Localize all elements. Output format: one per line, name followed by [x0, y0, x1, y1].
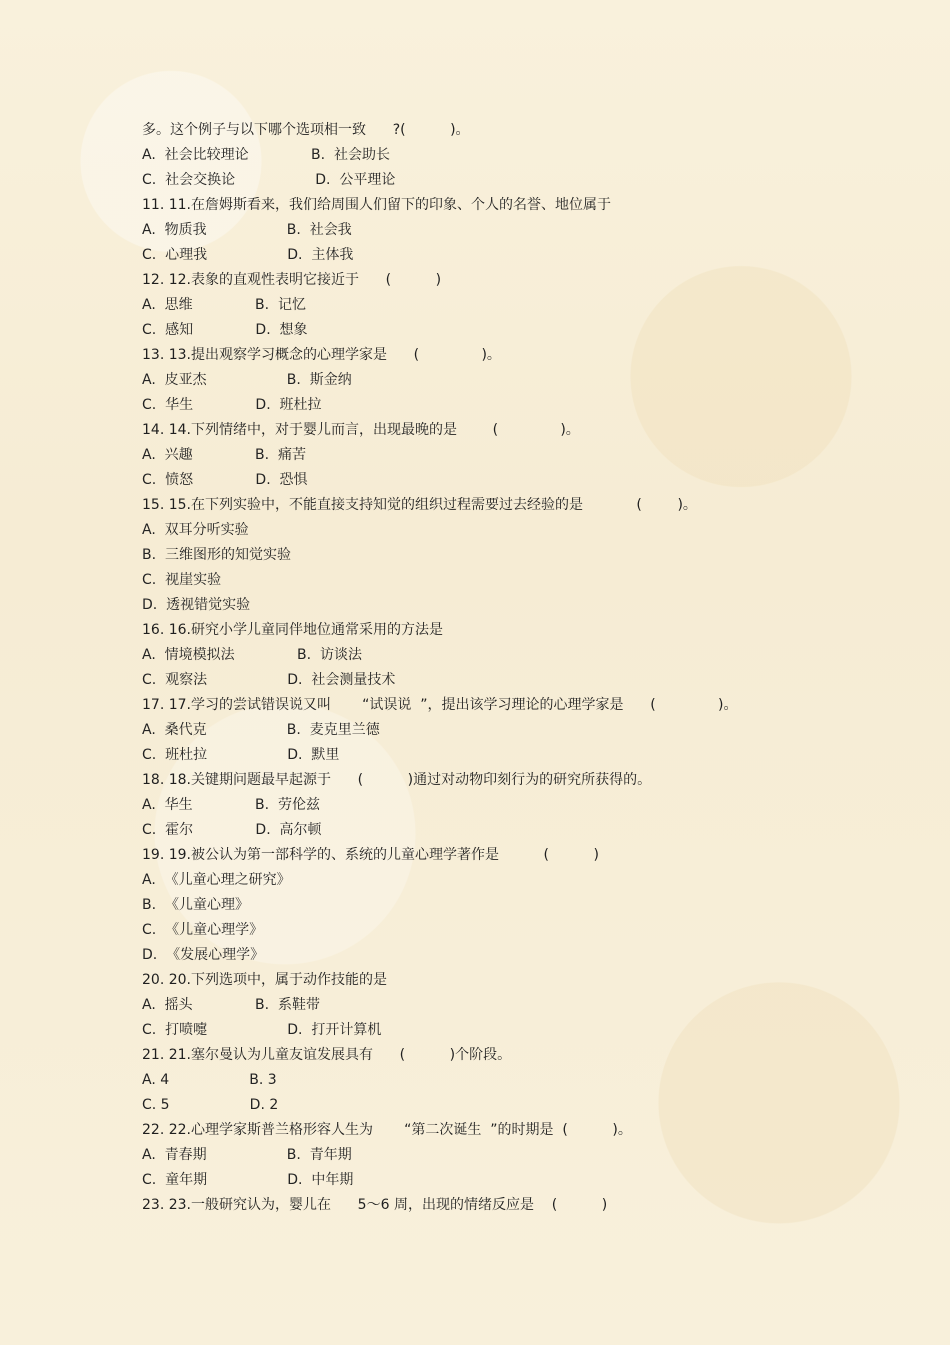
option-line: C. 班杜拉 D. 默里 [142, 747, 340, 763]
option-line: A. 兴趣 B. 痛苦 [142, 447, 306, 463]
option-line: C. 视崖实验 [142, 572, 222, 588]
question-line: 15. 15.在下列实验中，不能直接支持知觉的组织过程需要过去经验的是 ( )。 [142, 497, 697, 513]
option-line: A. 思维 B. 记忆 [142, 297, 306, 313]
option-line: C. 社会交换论 D. 公平理论 [142, 172, 396, 188]
option-line: C. 心理我 D. 主体我 [142, 247, 354, 263]
option-line: C. 霍尔 D. 高尔顿 [142, 822, 322, 838]
option-line: C. 观察法 D. 社会测量技术 [142, 672, 396, 688]
option-line: B. 《儿童心理》 [142, 897, 249, 913]
question-line: 21. 21.塞尔曼认为儿童友谊发展具有 ( )个阶段。 [142, 1047, 512, 1063]
question-line: 11. 11.在詹姆斯看来，我们给周围人们留下的印象、个人的名誉、地位属于 [142, 197, 611, 213]
option-line: A. 华生 B. 劳伦兹 [142, 797, 320, 813]
option-line: A. 4 B. 3 [142, 1072, 277, 1088]
option-line: C. 愤怒 D. 恐惧 [142, 472, 308, 488]
option-line: C. 华生 D. 班杜拉 [142, 397, 322, 413]
question-line: 17. 17.学习的尝试错误说又叫 “试误说 ”，提出该学习理论的心理学家是 ( )。 [142, 697, 738, 713]
question-line: 19. 19.被公认为第一部科学的、系统的儿童心理学著作是 ( ) [142, 847, 599, 863]
question-line: 16. 16.研究小学儿童同伴地位通常采用的方法是 [142, 622, 443, 638]
option-line: A. 社会比较理论 B. 社会助长 [142, 147, 390, 163]
option-line: C. 5 D. 2 [142, 1097, 279, 1113]
option-line: D. 《发展心理学》 [142, 947, 265, 963]
option-line: A. 摇头 B. 系鞋带 [142, 997, 320, 1013]
question-line: 18. 18.关键期问题最早起源于 ( )通过对动物印刻行为的研究所获得的。 [142, 772, 652, 788]
question-line: 22. 22.心理学家斯普兰格形容人生为 “第二次诞生 ”的时期是 ( )。 [142, 1122, 632, 1138]
option-line: A. 《儿童心理之研究》 [142, 872, 291, 888]
question-content [142, 118, 842, 1218]
question-line: 20. 20.下列选项中，属于动作技能的是 [142, 972, 387, 988]
option-line: A. 桑代克 B. 麦克里兰德 [142, 722, 380, 738]
option-line: A. 情境模拟法 B. 访谈法 [142, 647, 362, 663]
question-line: 12. 12.表象的直观性表明它接近于 ( ) [142, 272, 442, 288]
option-line: A. 青春期 B. 青年期 [142, 1147, 352, 1163]
question-line: 23. 23.一般研究认为，婴儿在 5～6 周，出现的情绪反应是 ( ) [142, 1197, 608, 1213]
option-line: C. 打喷嚏 D. 打开计算机 [142, 1022, 382, 1038]
option-line: B. 三维图形的知觉实验 [142, 547, 291, 563]
question-line: 14. 14.下列情绪中，对于婴儿而言，出现最晚的是 ( )。 [142, 422, 580, 438]
option-line: A. 物质我 B. 社会我 [142, 222, 352, 238]
option-line: A. 皮亚杰 B. 斯金纳 [142, 372, 352, 388]
option-line: C. 《儿童心理学》 [142, 922, 264, 938]
option-line: C. 童年期 D. 中年期 [142, 1172, 354, 1188]
option-line: C. 感知 D. 想象 [142, 322, 308, 338]
option-line: A. 双耳分听实验 [142, 522, 249, 538]
question-line: 多。这个例子与以下哪个选项相一致 ?( )。 [142, 122, 470, 138]
option-line: D. 透视错觉实验 [142, 597, 251, 613]
question-line: 13. 13.提出观察学习概念的心理学家是 ( )。 [142, 347, 501, 363]
